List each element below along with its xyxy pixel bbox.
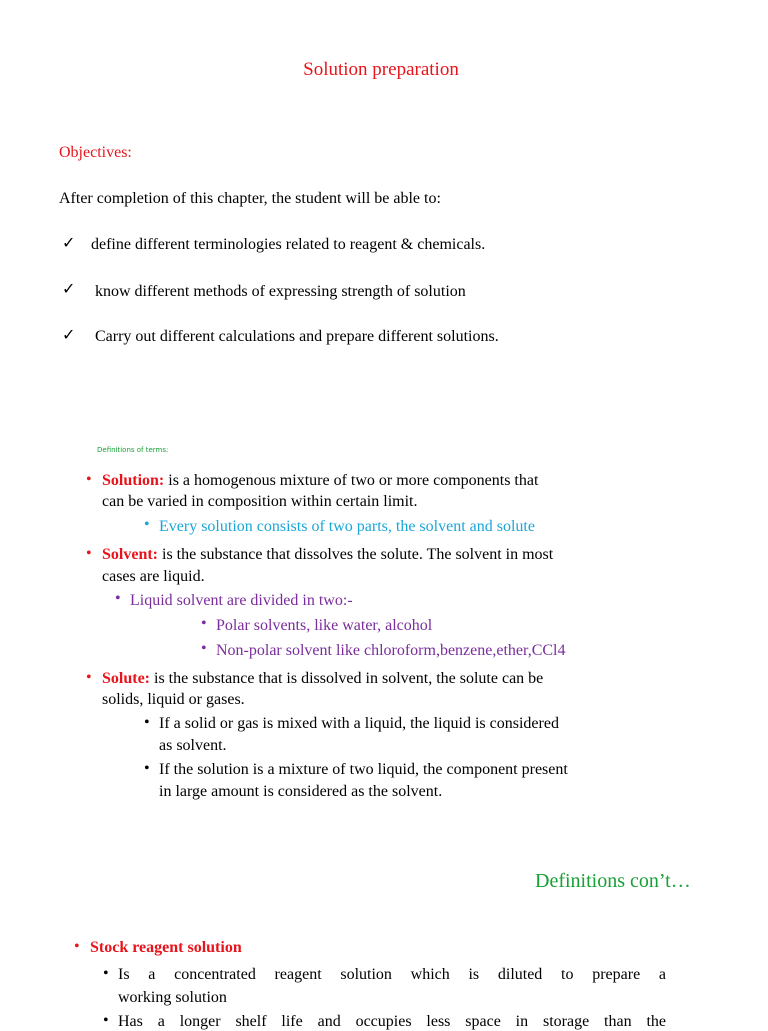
bullet-icon: • bbox=[103, 965, 109, 982]
solute-term: Solute: bbox=[102, 670, 150, 687]
stock-subpoint-1-line2: working solution bbox=[118, 989, 227, 1006]
solvent-type-nonpolar: Non-polar solvent like chloroform,benzene,ether,CCl4 bbox=[216, 642, 566, 659]
intro-text: After completion of this chapter, the student will be able to: bbox=[59, 190, 441, 207]
solution-subpoint: Every solution consists of two parts, the solvent and solute bbox=[159, 518, 535, 535]
solute-line2: solids, liquid or gases. bbox=[102, 691, 245, 708]
solution-line2: can be varied in composition within certain limit. bbox=[102, 493, 418, 510]
solution-term: Solution: bbox=[102, 472, 165, 489]
definitions-label: Definitions of terms: bbox=[97, 446, 169, 454]
bullet-icon: • bbox=[86, 471, 92, 488]
bullet-icon: • bbox=[86, 669, 92, 686]
bullet-icon: • bbox=[144, 714, 150, 731]
solute-subpoint-2-line1: If the solution is a mixture of two liquid, the component present bbox=[159, 761, 568, 778]
solute-subpoint-2-line2: in large amount is considered as the solvent. bbox=[159, 783, 443, 800]
bullet-icon: • bbox=[86, 545, 92, 562]
objectives-heading: Objectives: bbox=[59, 144, 132, 161]
stock-subpoint-1-line1: Is a concentrated reagent solution which is diluted to prepare a bbox=[118, 966, 666, 983]
solute-subpoint-1-line1: If a solid or gas is mixed with a liquid, the liquid is considered bbox=[159, 715, 559, 732]
bullet-icon: • bbox=[74, 938, 80, 955]
page-title: Solution preparation bbox=[303, 59, 459, 80]
bullet-icon: • bbox=[103, 1012, 109, 1029]
check-icon: ✓ bbox=[62, 235, 76, 252]
solvent-definition bbox=[102, 546, 553, 564]
solvent-subpoint: Liquid solvent are divided in two:- bbox=[130, 592, 353, 609]
objective-item-3: Carry out different calculations and prepare different solutions. bbox=[95, 328, 499, 345]
solvent-line1: is the substance that dissolves the solute. The solvent in most bbox=[158, 546, 554, 563]
solvent-line2: cases are liquid. bbox=[102, 568, 205, 585]
solution-definition bbox=[102, 472, 538, 490]
solution-line1: is a homogenous mixture of two or more components that bbox=[164, 472, 539, 489]
bullet-icon: • bbox=[201, 640, 207, 657]
stock-subpoint-2-line1: Has a longer shelf life and occupies less space in storage than the bbox=[118, 1013, 666, 1030]
stock-heading: Stock reagent solution bbox=[90, 939, 242, 956]
solute-subpoint-1-line2: as solvent. bbox=[159, 737, 227, 754]
check-icon: ✓ bbox=[62, 327, 76, 344]
solute-line1: is the substance that is dissolved in solvent, the solute can be bbox=[150, 670, 544, 687]
solvent-term: Solvent: bbox=[102, 546, 158, 563]
bullet-icon: • bbox=[144, 516, 150, 533]
bullet-icon: • bbox=[115, 590, 121, 607]
bullet-icon: • bbox=[201, 615, 207, 632]
objective-item-1: define different terminologies related to reagent & chemicals. bbox=[91, 236, 486, 253]
bullet-icon: • bbox=[144, 760, 150, 777]
check-icon: ✓ bbox=[62, 281, 76, 298]
objective-item-2: know different methods of expressing strength of solution bbox=[95, 283, 466, 300]
solute-definition bbox=[102, 670, 543, 688]
solvent-type-polar: Polar solvents, like water, alcohol bbox=[216, 617, 433, 634]
definitions-cont-heading: Definitions con’t… bbox=[535, 870, 691, 892]
